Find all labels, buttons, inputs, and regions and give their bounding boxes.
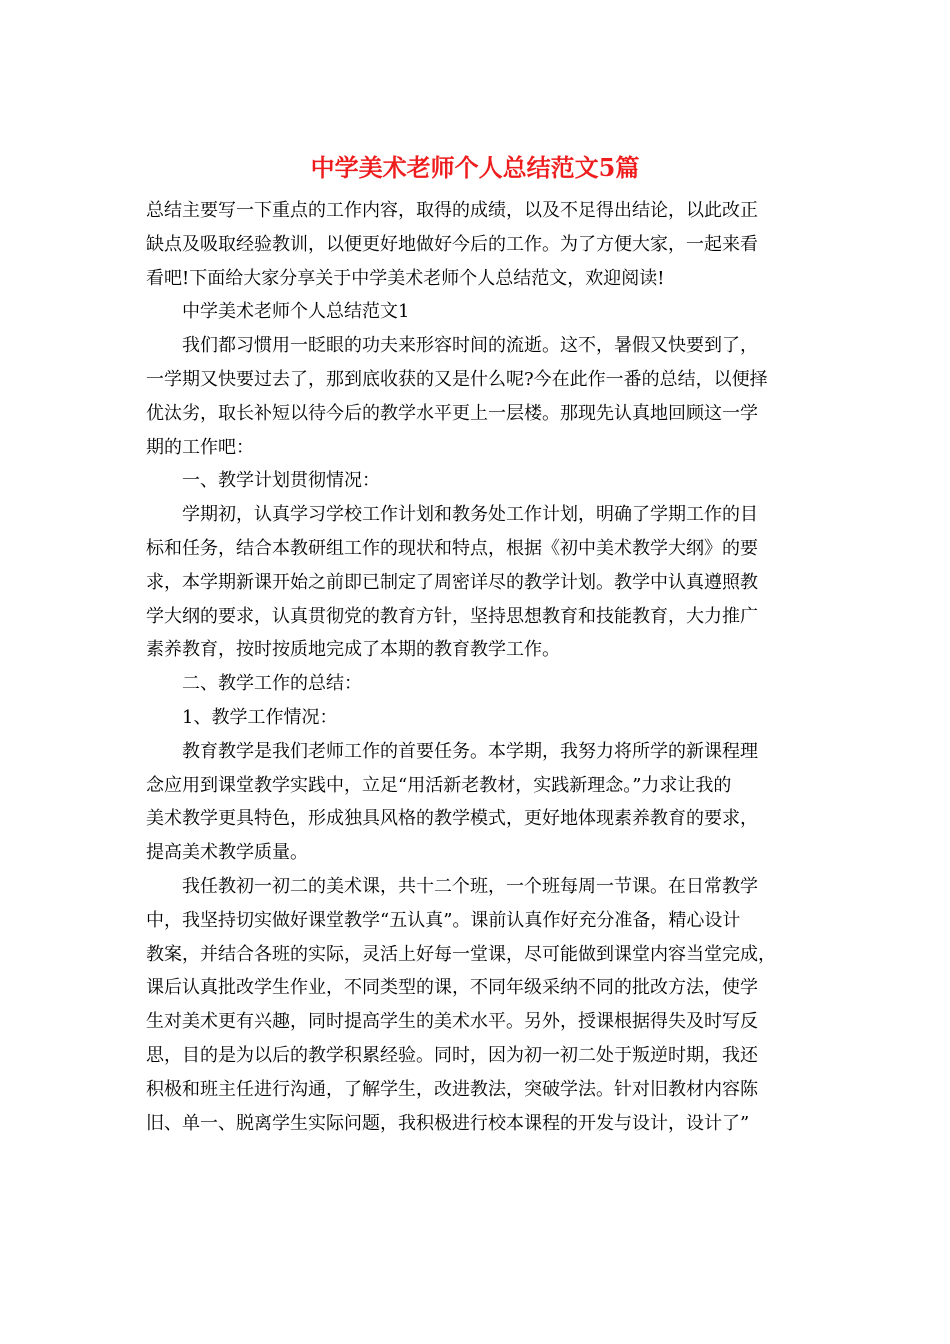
text-line: 积极和班主任进行沟通，了解学生，改进教法，突破学法。针对旧教材内容陈 <box>146 1078 758 1100</box>
text-line: 总结主要写一下重点的工作内容，取得的成绩，以及不足得出结论，以此改正 <box>146 200 758 221</box>
text-line: 期的工作吧： <box>146 436 254 458</box>
text-line: 优汰劣，取长补短以待今后的教学水平更上一层楼。那现先认真地回顾这一学 <box>146 402 758 424</box>
text-line: 学大纲的要求，认真贯彻党的教育方针，坚持思想教育和技能教育，大力推广 <box>146 605 758 627</box>
text-line: 教育教学是我们老师工作的首要任务。本学期，我努力将所学的新课程理 <box>182 740 758 762</box>
text-line: 旧、单一、脱离学生实际问题，我积极进行校本课程的开发与设计，设计了” <box>146 1112 750 1134</box>
text-line: 1、教学工作情况： <box>182 706 338 728</box>
text-line: 标和任务，结合本教研组工作的现状和特点，根据《初中美术教学大纲》的要 <box>146 537 758 559</box>
text-line: 我们都习惯用一眨眼的功夫来形容时间的流逝。这不，暑假又快要到了， <box>182 335 758 357</box>
text-line: 求，本学期新课开始之前即已制定了周密详尽的教学计划。教学中认真遵照教 <box>146 571 758 593</box>
text-line: 一、教学计划贯彻情况： <box>182 470 380 492</box>
text-line: 学期初，认真学习学校工作计划和教务处工作计划，明确了学期工作的目 <box>182 504 758 526</box>
document-title: 中学美术老师个人总结范文5篇 <box>310 153 640 182</box>
text-line: 我任教初一初二的美术课，共十二个班，一个班每周一节课。在日常教学 <box>182 875 758 897</box>
text-line: 教案，并结合各班的实际，灵活上好每一堂课，尽可能做到课堂内容当堂完成， <box>146 943 776 965</box>
text-line: 生对美术更有兴趣，同时提高学生的美术水平。另外，授课根据得失及时写反 <box>146 1011 758 1033</box>
text-line: 中学美术老师个人总结范文1 <box>182 301 410 323</box>
text-line: 一学期又快要过去了，那到底收获的又是什么呢?今在此作一番的总结，以便择 <box>146 368 768 390</box>
text-line: 提高美术教学质量。 <box>146 842 308 864</box>
text-line: 缺点及吸取经验教训，以便更好地做好今后的工作。为了方便大家，一起来看 <box>146 233 758 255</box>
document-body <box>146 194 806 1140</box>
text-line: 素养教育，按时按质地完成了本期的教育教学工作。 <box>146 639 560 661</box>
text-line: 中，我坚持切实做好课堂教学“五认真”。课前认真作好充分准备，精心设计 <box>146 909 741 931</box>
text-line: 思，目的是为以后的教学积累经验。同时，因为初一初二处于叛逆时期，我还 <box>146 1044 758 1066</box>
text-line: 念应用到课堂教学实践中，立足“用活新老教材，实践新理念。”力求让我的 <box>146 774 732 796</box>
text-line: 看吧!下面给大家分享关于中学美术老师个人总结范文，欢迎阅读! <box>146 267 665 289</box>
text-line: 美术教学更具特色，形成独具风格的教学模式，更好地体现素养教育的要求， <box>146 808 758 830</box>
text-line: 二、教学工作的总结： <box>182 673 362 695</box>
text-line: 课后认真批改学生作业，不同类型的课，不同年级采纳不同的批改方法，使学 <box>146 977 758 999</box>
